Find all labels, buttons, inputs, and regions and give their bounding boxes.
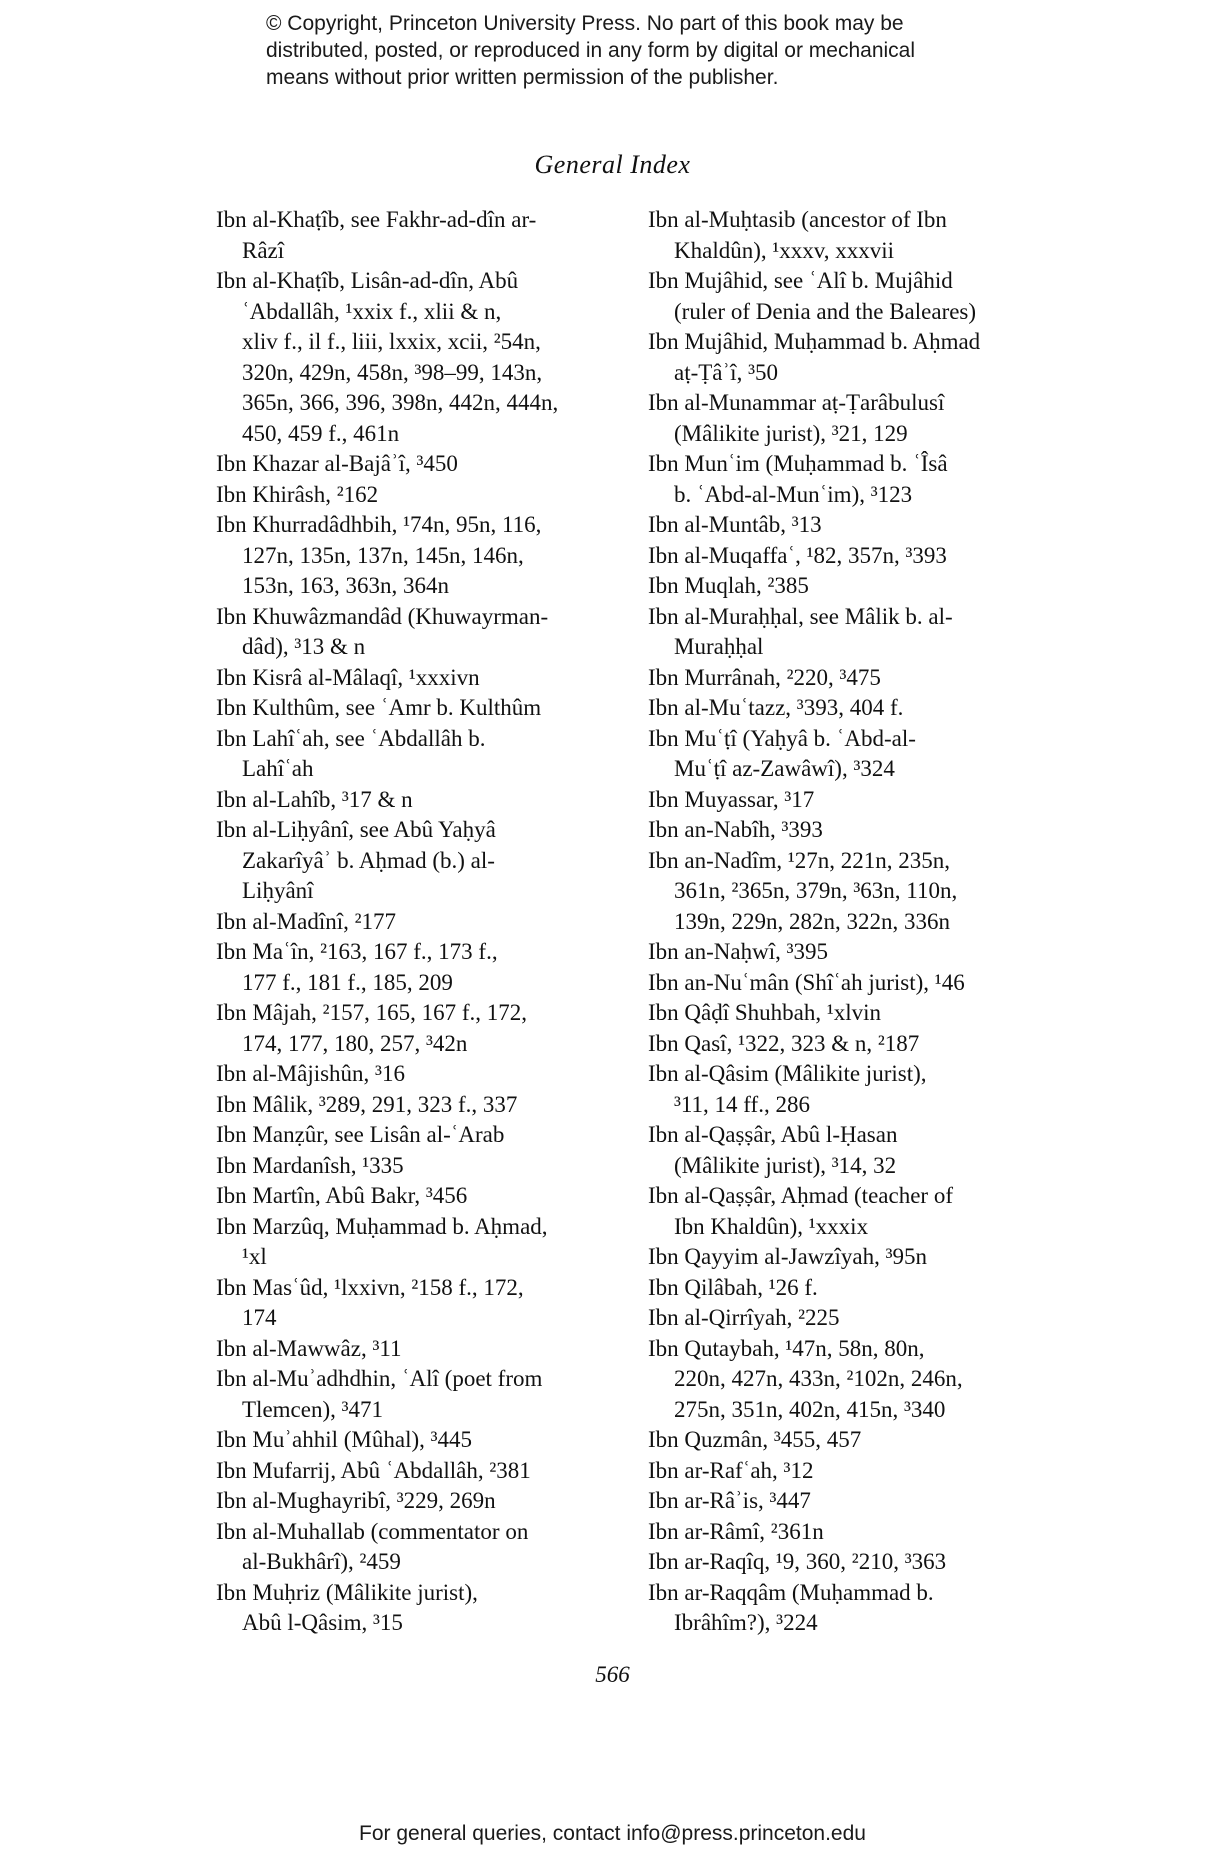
index-entry: Ibn al-Khaṭîb, Lisân-ad-dîn, Abû	[216, 268, 519, 293]
index-entry: Ibn an-Naḥwî, ³395	[648, 939, 828, 964]
index-column-left	[216, 205, 636, 1639]
index-entry: Ibn al-Qaṣṣâr, Aḥmad (teacher of	[648, 1183, 953, 1208]
index-entry-continuation: 127n, 135n, 137n, 145n, 146n,	[242, 542, 524, 568]
index-entry: Ibn Qayyim al-Jawzîyah, ³95n	[648, 1244, 927, 1269]
index-entry: Ibn Martîn, Abû Bakr, ³456	[216, 1183, 468, 1208]
index-column-right	[648, 205, 1078, 1639]
index-entry-continuation: al-Bukhârî), ²459	[242, 1549, 401, 1574]
index-entry-continuation: Zakarîyâʾ b. Aḥmad (b.) al-	[242, 847, 495, 873]
index-entry: Ibn Khazar al-Bajâʾî, ³450	[216, 451, 458, 476]
index-entry-continuation: Ibrâhîm?), ³224	[674, 1610, 818, 1635]
page-number: 566	[595, 1662, 630, 1687]
index-entry: Ibn al-Muʿtazz, ³393, 404 f.	[648, 695, 904, 720]
index-entry-continuation: 275n, 351n, 402n, 415n, ³340	[674, 1396, 946, 1422]
index-entry: Ibn Qutaybah, ¹47n, 58n, 80n,	[648, 1335, 925, 1361]
index-entry: Ibn Khurradâdhbih, ¹74n, 95n, 116,	[216, 512, 542, 537]
index-entry: Ibn Mufarrij, Abû ʿAbdallâh, ²381	[216, 1457, 531, 1483]
index-entry: Ibn Mâlik, ³289, 291, 323 f., 337	[216, 1091, 518, 1117]
index-entry: Ibn Manẓûr, see Lisân al-ʿArab	[216, 1122, 505, 1147]
index-entry-continuation: 177 f., 181 f., 185, 209	[242, 969, 453, 995]
index-entry: Ibn ar-Raqîq, ¹9, 360, ²210, ³363	[648, 1549, 947, 1574]
index-entry: Ibn Qâḍî Shuhbah, ¹xlvin	[648, 1000, 882, 1025]
index-entry: Ibn al-Qaṣṣâr, Abû l-Ḥasan	[648, 1122, 898, 1147]
index-entry: Ibn al-Lahîb, ³17 & n	[216, 786, 413, 812]
index-entry: Ibn Muʿṭî (Yaḥyâ b. ʿAbd-al-	[648, 725, 916, 751]
index-entry-continuation: Tlemcen), ³471	[242, 1396, 384, 1422]
index-entry-continuation: Muʿṭî az-Zawâwî), ³324	[674, 756, 895, 781]
index-entry-continuation: 220n, 427n, 433n, ²102n, 246n,	[674, 1366, 963, 1391]
index-entry: Ibn Murrânah, ²220, ³475	[648, 664, 881, 690]
index-entry: Ibn an-Nadîm, ¹27n, 221n, 235n,	[648, 847, 951, 873]
index-entry: Ibn al-Mughayribî, ³229, 269n	[216, 1488, 496, 1513]
copyright-line: © Copyright, Princeton University Press. No part of this book may be	[266, 12, 904, 35]
index-entry: Ibn Qilâbah, ¹26 f.	[648, 1274, 818, 1300]
index-entry: Ibn Qasî, ¹322, 323 & n, ²187	[648, 1030, 920, 1056]
index-entry-continuation: ¹xl	[242, 1244, 267, 1269]
index-entry: Ibn Munʿim (Muḥammad b. ʿÎsâ	[648, 451, 948, 476]
index-entry-continuation: Lahîʿah	[242, 756, 314, 781]
index-entry: Ibn Mardanîsh, ¹335	[216, 1152, 404, 1178]
index-entry: Ibn Muyassar, ³17	[648, 786, 815, 812]
index-entry-continuation: aṭ-Ṭâʾî, ³50	[674, 359, 778, 385]
index-entry: Ibn al-Khaṭîb, see Fakhr-ad-dîn ar-	[216, 207, 537, 232]
index-entry-continuation: ʿAbdallâh, ¹xxix f., xlii & n,	[242, 298, 502, 324]
index-entry-continuation: 174, 177, 180, 257, ³42n	[242, 1030, 468, 1056]
index-entry: Ibn al-Mâjishûn, ³16	[216, 1061, 405, 1086]
index-entry-continuation: dâd), ³13 & n	[242, 634, 366, 659]
index-entry: Ibn al-Muhallab (commentator on	[216, 1518, 529, 1544]
index-entry-continuation: 320n, 429n, 458n, ³98–99, 143n,	[242, 359, 543, 385]
index-entry-continuation: xliv f., il f., liii, lxxix, xcii, ²54n,	[242, 329, 541, 354]
index-entry: Ibn al-Liḥyânî, see Abû Yaḥyâ	[216, 817, 496, 842]
index-entry: Ibn an-Nabîh, ³393	[648, 817, 823, 842]
index-entry: Ibn Marzûq, Muḥammad b. Aḥmad,	[216, 1213, 548, 1239]
index-entry-continuation: (Mâlikite jurist), ³21, 129	[674, 420, 908, 446]
index-entry: Ibn ar-Râmî, ²361n	[648, 1518, 824, 1544]
index-entry: Ibn Lahîʿah, see ʿAbdallâh b.	[216, 725, 486, 751]
index-entry: Ibn al-Qâsim (Mâlikite jurist),	[648, 1061, 927, 1086]
index-entry: Ibn Masʿûd, ¹lxxivn, ²158 f., 172,	[216, 1274, 524, 1300]
index-entry: Ibn Muqlah, ²385	[648, 573, 809, 598]
index-entry-continuation: 361n, ²365n, 379n, ³63n, 110n,	[674, 878, 958, 903]
index-entry: Ibn an-Nuʿmân (Shîʿah jurist), ¹46	[648, 969, 965, 995]
index-entry: Ibn ar-Rafʿah, ³12	[648, 1457, 814, 1483]
index-entry-continuation: Râzî	[242, 237, 285, 263]
index-entry: Ibn al-Muḥtasib (ancestor of Ibn	[648, 207, 947, 232]
index-entry-continuation: Liḥyânî	[242, 878, 314, 903]
index-entry: Ibn al-Muraḥḥal, see Mâlik b. al-	[648, 603, 953, 629]
index-entry-continuation: b. ʿAbd-al-Munʿim), ³123	[674, 481, 913, 507]
index-entry-continuation: (Mâlikite jurist), ³14, 32	[674, 1152, 897, 1178]
index-entry: Ibn Muʾahhil (Mûhal), ³445	[216, 1427, 473, 1452]
index-entry-continuation: Ibn Khaldûn), ¹xxxix	[674, 1213, 869, 1239]
index-entry-continuation: 153n, 163, 363n, 364n	[242, 573, 449, 598]
index-entry: Ibn Mujâhid, Muḥammad b. Aḥmad	[648, 329, 981, 354]
index-entry: Ibn al-Muʾadhdhin, ʿAlî (poet from	[216, 1366, 543, 1391]
index-entry-continuation: 450, 459 f., 461n	[242, 420, 400, 446]
index-entry-continuation: (ruler of Denia and the Baleares)	[674, 298, 977, 324]
index-entry: Ibn Mujâhid, see ʿAlî b. Mujâhid	[648, 268, 953, 293]
index-entry: Ibn Maʿîn, ²163, 167 f., 173 f.,	[216, 939, 498, 964]
index-entry: Ibn al-Muqaffaʿ, ¹82, 357n, ³393	[648, 542, 947, 568]
index-entry-continuation: Abû l-Qâsim, ³15	[242, 1610, 403, 1635]
index-entry: Ibn al-Mawwâz, ³11	[216, 1335, 402, 1361]
footer-contact: For general queries, contact info@press.princeton.edu	[359, 1822, 866, 1845]
index-entry: Ibn Muḥriz (Mâlikite jurist),	[216, 1579, 478, 1605]
index-entry: Ibn ar-Raqqâm (Muḥammad b.	[648, 1579, 934, 1605]
index-entry: Ibn ar-Râʾis, ³447	[648, 1488, 811, 1513]
index-entry-continuation: 174	[242, 1305, 277, 1330]
copyright-line: distributed, posted, or reproduced in any form by digital or mechanical	[266, 39, 916, 62]
running-head: General Index	[534, 150, 691, 179]
index-entry: Ibn Khuwâzmandâd (Khuwayrman-	[216, 603, 549, 629]
index-entry: Ibn Mâjah, ²157, 165, 167 f., 172,	[216, 1000, 527, 1025]
index-entry-continuation: ³11, 14 ff., 286	[674, 1091, 810, 1117]
index-entry: Ibn Khirâsh, ²162	[216, 481, 379, 507]
index-entry: Ibn Quzmân, ³455, 457	[648, 1427, 862, 1452]
index-entry: Ibn al-Muntâb, ³13	[648, 512, 822, 537]
index-entry-continuation: 365n, 366, 396, 398n, 442n, 444n,	[242, 390, 559, 415]
index-entry: Ibn Kulthûm, see ʿAmr b. Kulthûm	[216, 695, 542, 720]
index-entry: Ibn al-Qirrîyah, ²225	[648, 1305, 840, 1330]
index-entry-continuation: Muraḥḥal	[674, 634, 764, 659]
copyright-notice	[266, 10, 1066, 91]
index-entry: Ibn Kisrâ al-Mâlaqî, ¹xxxivn	[216, 664, 480, 690]
copyright-line: means without prior written permission of the publisher.	[266, 66, 779, 89]
index-entry: Ibn al-Madînî, ²177	[216, 908, 397, 934]
index-entry: Ibn al-Munammar aṭ-Ṭarâbulusî	[648, 390, 945, 415]
index-entry-continuation: Khaldûn), ¹xxxv, xxxvii	[674, 237, 895, 263]
index-entry-continuation: 139n, 229n, 282n, 322n, 336n	[674, 908, 950, 934]
